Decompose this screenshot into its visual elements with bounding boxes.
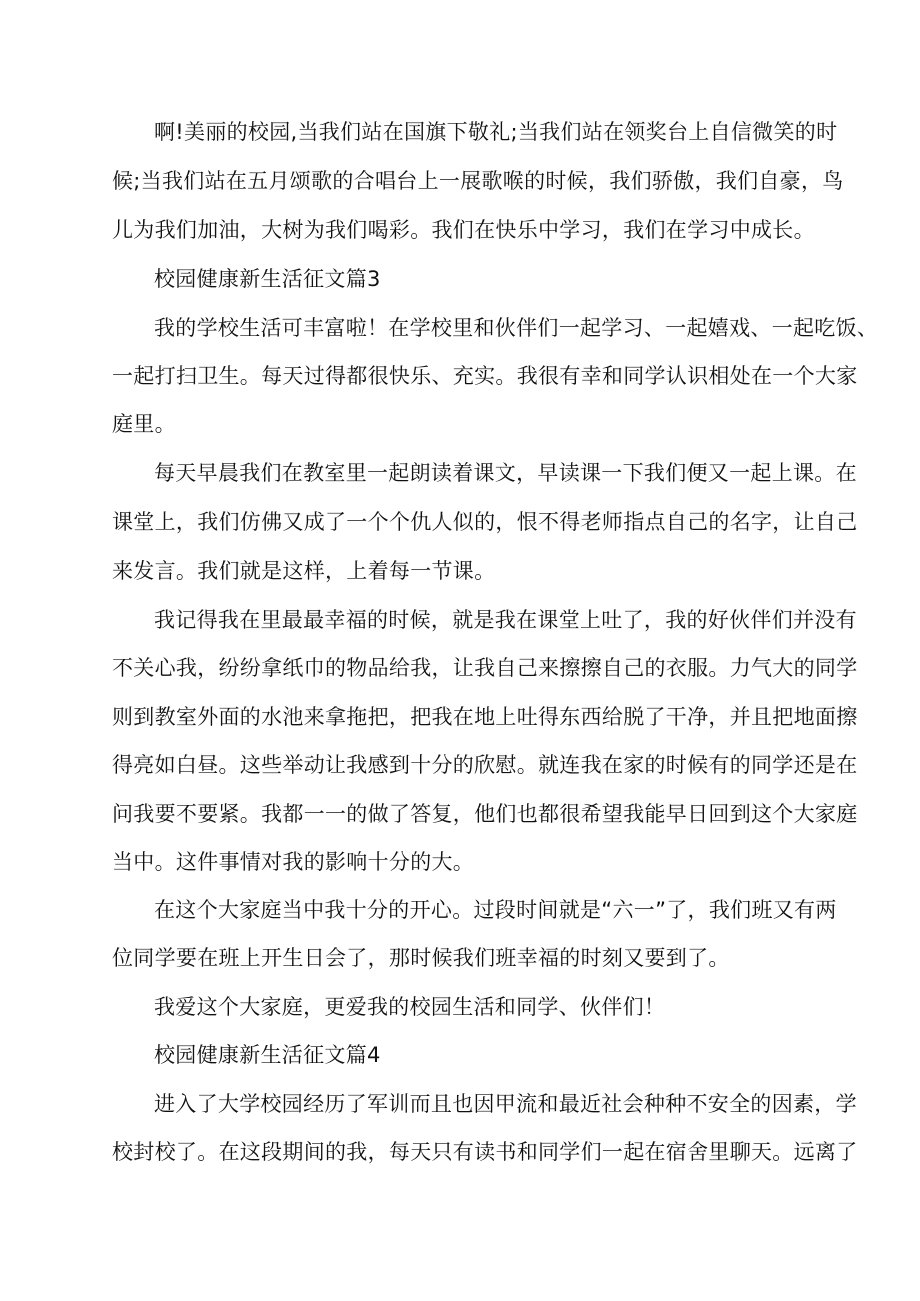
text-line-8: 每天早晨我们在教室里一起朗读着课文，早读课一下我们便又一起上课。在 xyxy=(154,461,857,485)
text-line-9: 课堂上，我们仿佛又成了一个个仇人似的，恨不得老师指点自己的名字，让自己 xyxy=(112,510,858,534)
text-line-14: 得亮如白昼。这些举动让我感到十分的欣慰。就连我在家的时候有的同学还是在 xyxy=(112,753,858,777)
text-line-13: 则到教室外面的水池来拿拖把，把我在地上吐得东西给脱了干净，并且把地面擦 xyxy=(112,705,858,729)
section-heading-4: 校园健康新生活征文篇4 xyxy=(154,1043,381,1067)
text-line-3: 儿为我们加油，大树为我们喝彩。我们在快乐中学习，我们在学习中成长。 xyxy=(112,218,815,242)
text-line-12: 不关心我，纷纷拿纸巾的物品给我，让我自己来擦擦自己的衣服。力气大的同学 xyxy=(112,656,858,680)
text-line-15: 问我要不要紧。我都一一的做了答复，他们也都很希望我能早日回到这个大家庭 xyxy=(112,802,858,826)
text-line-7: 庭里。 xyxy=(112,412,176,436)
text-line-5: 我的学校生活可丰富啦！在学校里和伙伴们一起学习、一起嬉戏、一起吃饭、 xyxy=(154,316,879,340)
text-line-19: 我爱这个大家庭，更爱我的校园生活和同学、伙伴们！ xyxy=(154,995,666,1019)
text-line-22: 校封校了。在这段期间的我，每天只有读书和同学们一起在宿舍里聊天。远离了 xyxy=(112,1140,858,1164)
section-heading-3: 校园健康新生活征文篇3 xyxy=(154,267,381,291)
text-line-2: 候;当我们站在五月颂歌的合唱台上一展歌喉的时候，我们骄傲，我们自豪，鸟 xyxy=(112,169,844,193)
text-line-16: 当中。这件事情对我的影响十分的大。 xyxy=(112,850,475,874)
text-line-1: 啊!美丽的校园,当我们站在国旗下敬礼;当我们站在领奖台上自信微笑的时 xyxy=(154,120,838,144)
text-line-18: 位同学要在班上开生日会了，那时候我们班幸福的时刻又要到了。 xyxy=(112,946,730,970)
text-line-17: 在这个大家庭当中我十分的开心。过段时间就是“六一”了，我们班又有两 xyxy=(154,898,837,922)
text-line-10: 来发言。我们就是这样，上着每一节课。 xyxy=(112,559,496,583)
text-line-6: 一起打扫卫生。每天过得都很快乐、充实。我很有幸和同学认识相处在一个大家 xyxy=(112,364,858,388)
text-line-21: 进入了大学校园经历了军训而且也因甲流和最近社会种种不安全的因素，学 xyxy=(154,1092,857,1116)
text-line-11: 我记得我在里最最幸福的时候，就是我在课堂上吐了，我的好伙伴们并没有 xyxy=(154,608,857,632)
